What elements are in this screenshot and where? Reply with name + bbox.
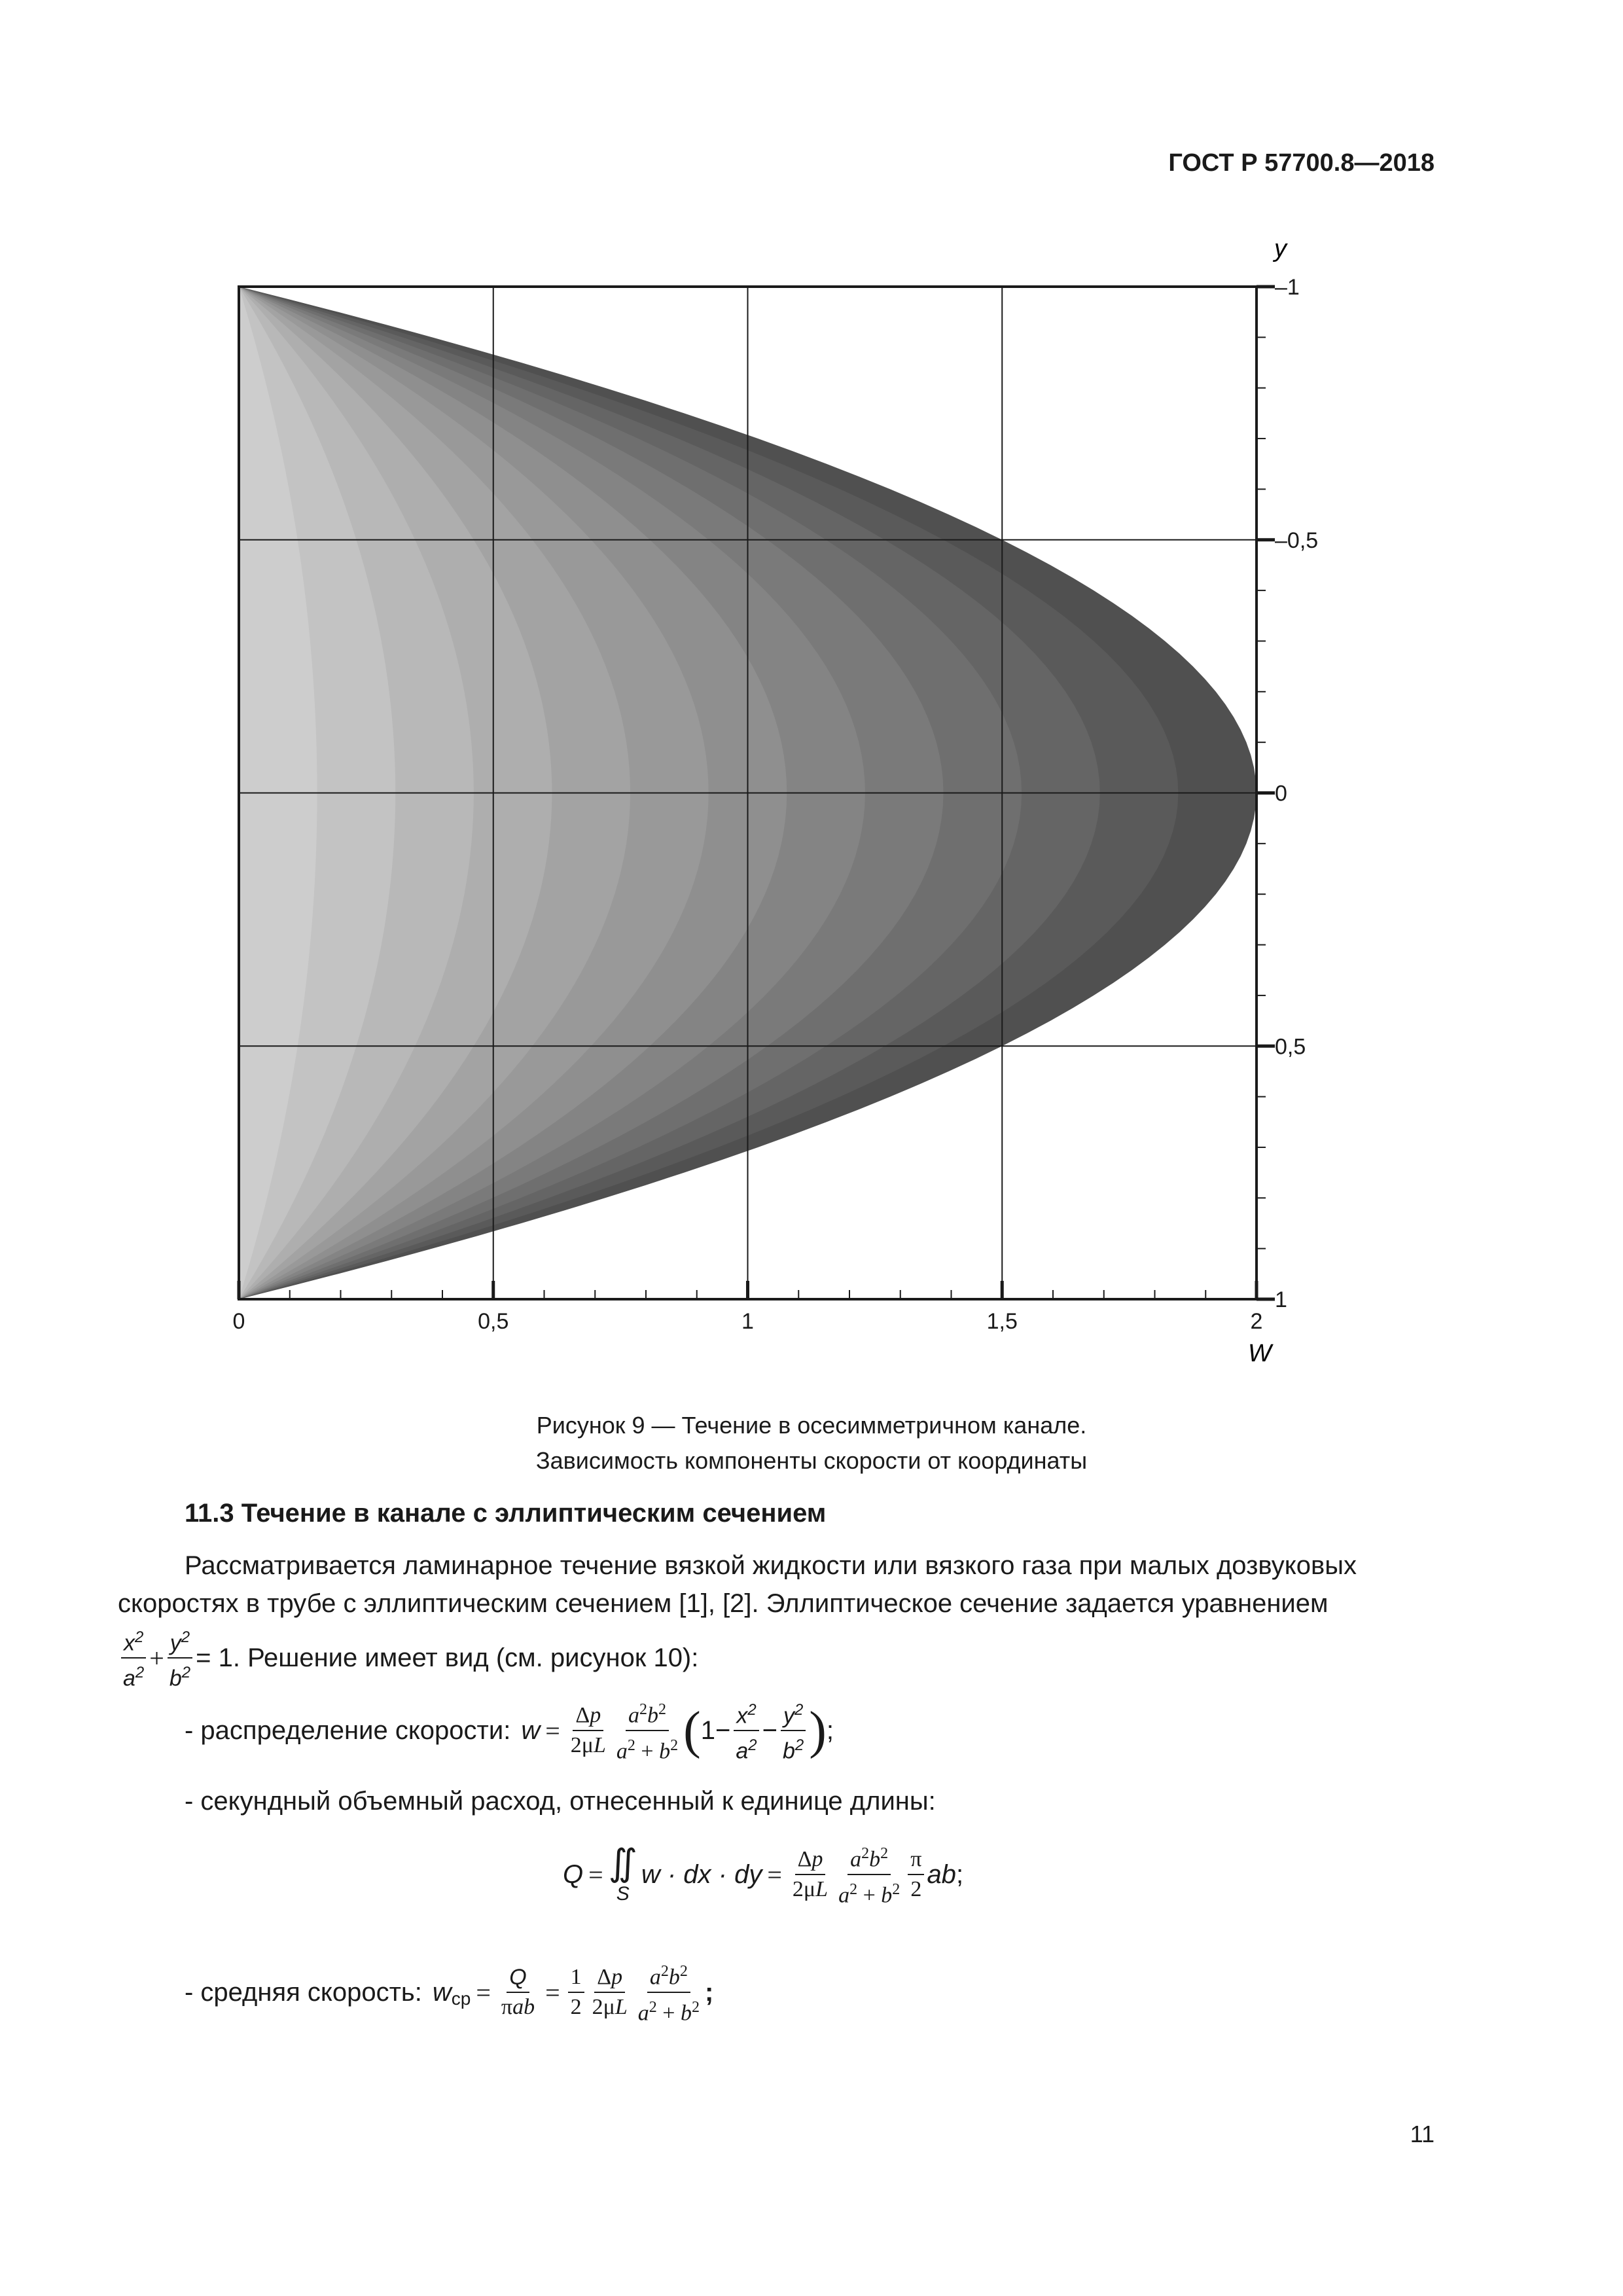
y-tick-label: –0,5 xyxy=(1275,528,1319,553)
document-header: ГОСТ Р 57700.8—2018 xyxy=(1168,149,1435,177)
fraction-x2-a2: $\frac{x^2}{a^2}$ xyxy=(120,1623,147,1693)
x-tick-label: 1 xyxy=(741,1309,754,1334)
mean-velocity-line: - средняя скорость: w ср = $\frac{Q}{\text{πab}}$ = $\frac{1}{2}$ $\frac{\Delta p}{2\mu L}$ $\frac{a^2b^2}{a^2 + b^2}$ ; xyxy=(185,1957,713,2028)
bullet-mean-velocity: - средняя скорость: xyxy=(185,1977,422,2007)
section-title: 11.3 Течение в канале с эллиптическим сечением xyxy=(185,1499,827,1528)
page-number: 11 xyxy=(1410,2121,1435,2147)
y-tick-label: –1 xyxy=(1275,275,1300,300)
bullet-velocity-distribution: - распределение скорости: xyxy=(185,1715,511,1745)
figure-caption-line-1: Рисунок 9 — Течение в осесимметричном канале. xyxy=(536,1412,1087,1439)
bullet-flow-rate: - секундный объемный расход, отнесенный к единице длины: xyxy=(185,1787,936,1816)
y-tick-label: 1 xyxy=(1275,1287,1287,1312)
paragraph-line-2: скоростях в трубе с эллиптическим сечением [1], [2]. Эллиптическое сечение задается уравнением xyxy=(118,1589,1329,1618)
fraction-y2-b2: $\frac{y^2}{b^2}$ xyxy=(167,1623,193,1693)
y-axis-label: y xyxy=(1274,235,1287,262)
flow-rate-formula: Q = ∬ S w · dx · dy = $\frac{\Delta p}{2\mu L}$ $\frac{a^2b^2}{a^2 + b^2}$ $\frac{\pi}{2}$ ab ; xyxy=(563,1839,963,1910)
x-axis-label: W xyxy=(1248,1340,1272,1367)
figure-caption-line-2: Зависимость компоненты скорости от координаты xyxy=(535,1447,1088,1474)
y-tick-label: 0,5 xyxy=(1275,1034,1306,1060)
x-tick-label: 0 xyxy=(232,1309,245,1334)
x-tick-label: 1,5 xyxy=(986,1309,1018,1334)
x-tick-label: 2 xyxy=(1250,1309,1263,1334)
y-tick-label: 0 xyxy=(1275,781,1287,806)
ellipse-equation-line: $\frac{x^2}{a^2}$ + $\frac{y^2}{b^2}$ = 1. Решение имеет вид (см. рисунок 10): xyxy=(118,1623,698,1693)
paragraph-line-1: Рассматривается ламинарное течение вязкой жидкости или вязкого газа при малых дозвуковых xyxy=(185,1551,1357,1580)
x-tick-label: 0,5 xyxy=(478,1309,509,1334)
paragraph-line-3: = 1. Решение имеет вид (см. рисунок 10): xyxy=(196,1643,699,1672)
velocity-distribution-line: - распределение скорости: w = $\frac{\Delta p}{2\mu L}$ $\frac{a^2b^2}{a^2 + b^2}$ ( 1− $\frac{x^2}{a^2}$ − $\frac{y^2}{b^2}$ ) ; xyxy=(185,1695,834,1767)
